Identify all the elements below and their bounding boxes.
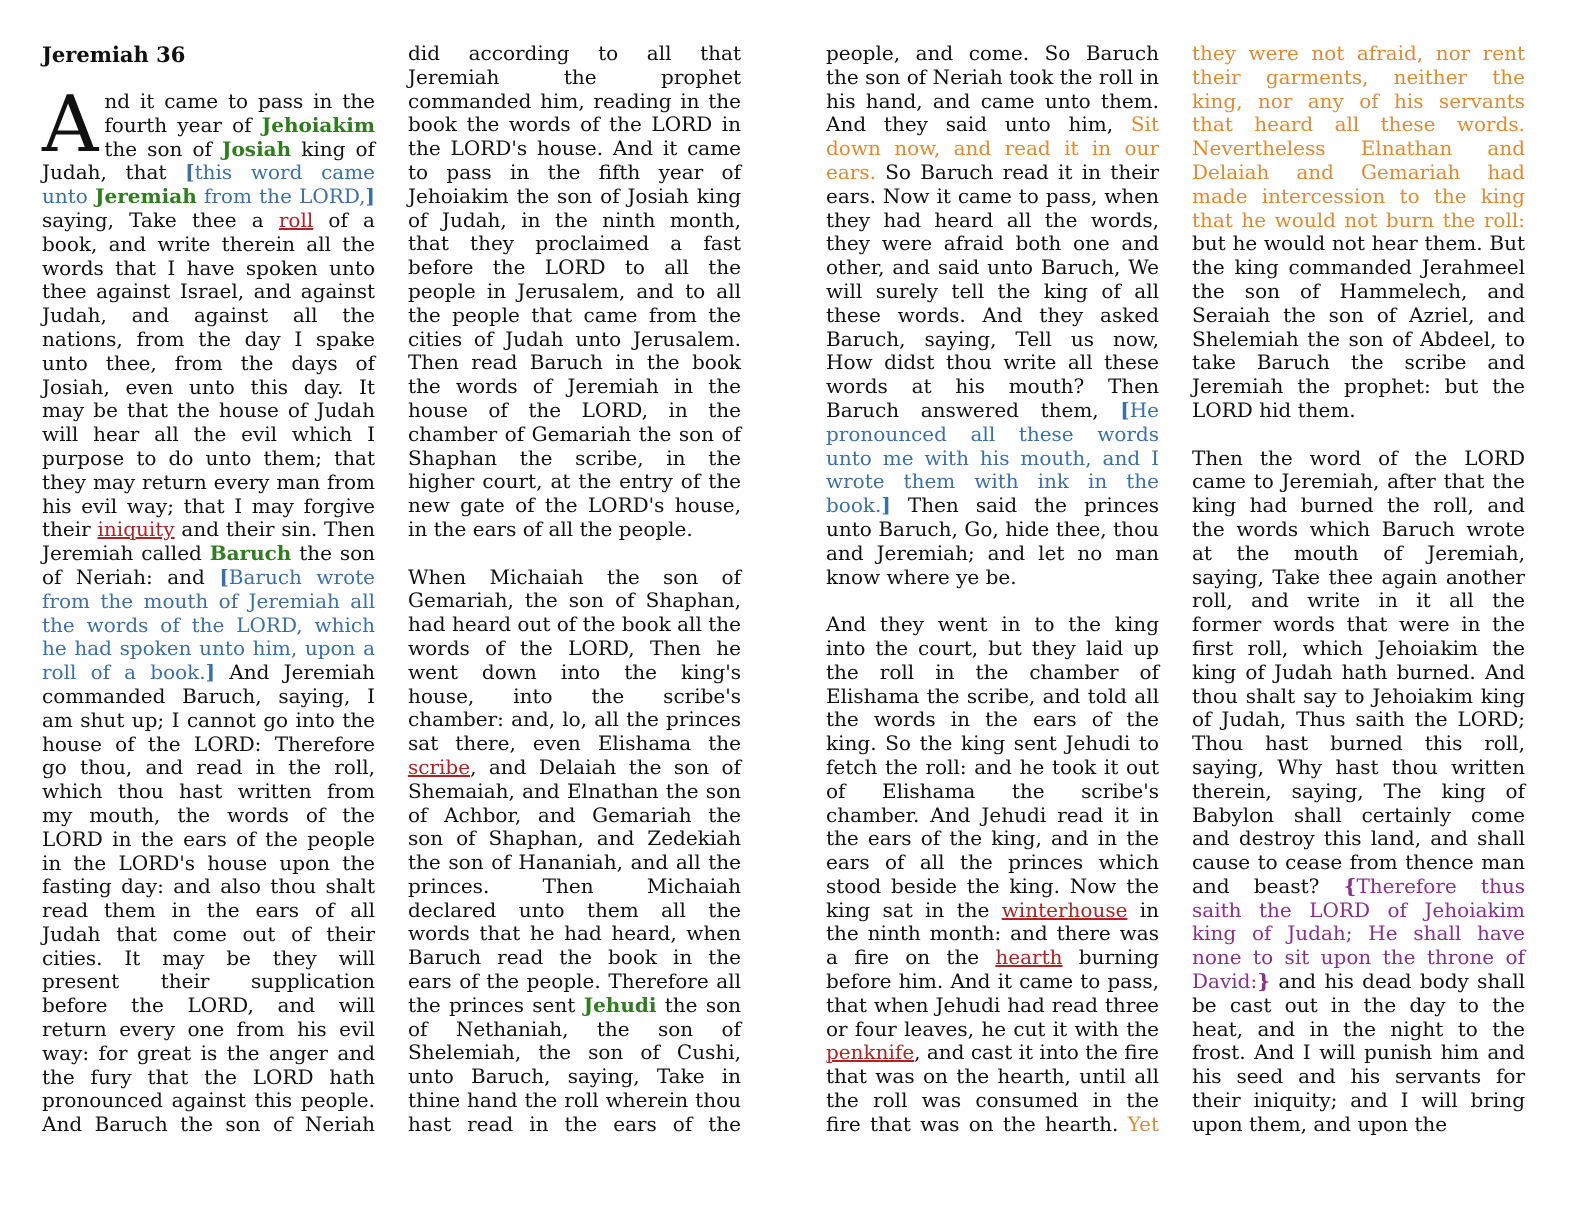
- text-run: the son of Nethaniah, the son of Shelemiah, the son of Cushi, unto Baruch, saying, Take in thine hand the roll wherein thou hast read in the ears of the: [408, 992, 741, 1136]
- prophecy-text: Therefore thus saith the LORD of Jehoiakim king of Judah; He shall have none to sit upon the throne of David:: [1192, 873, 1525, 994]
- keyword-winterhouse-link[interactable]: winterhouse: [1001, 897, 1128, 922]
- prophecy-brace-open: {: [1343, 873, 1357, 898]
- quote-text: He pronounced all these words unto me with his mouth, and I wrote them with ink in the book.: [826, 397, 1159, 518]
- text-column-3: [826, 42, 1159, 1160]
- drop-cap: A: [42, 80, 99, 170]
- text-column-2: [408, 42, 741, 1160]
- text-run: burning before him. And it came to pass, that when Jehudi had read three or four leaves, he cut it with the: [826, 945, 1160, 1041]
- text-column-1: [42, 42, 375, 1161]
- text-run: So Baruch read it in their ears. Now it came to pass, when they had heard all the words, they were afraid both one and other, and said unto Baruch, We will surely tell the king of all these words. And they asked Baruch, saying, Tell us now, How didst thou write all these words at his mouth? Then Baruch answered them,: [826, 159, 1159, 422]
- text-run: , and cast it into the fire that was on the hearth, until all the roll was consumed in the fire that was on the hearth.: [826, 1040, 1159, 1136]
- text-run: in the ninth month: and there was a fire on the: [826, 897, 1160, 970]
- quote-bracket-open: [: [219, 564, 229, 589]
- quote-bracket-open: [: [1120, 397, 1130, 422]
- keyword-scribe-link[interactable]: scribe: [408, 754, 471, 779]
- text-run: saying, Take thee a: [42, 207, 279, 232]
- keyword-penknife-link[interactable]: penknife: [826, 1040, 915, 1065]
- name-jehudi: Jehudi: [583, 992, 657, 1017]
- text-run: king of Judah, that: [42, 136, 375, 185]
- text-run: and his dead body shall be cast out in the day to the heat, and in the night to the frost. And I will punish him and his seed and his servants for their iniquity; and I will bring upon them, and upon the: [1192, 969, 1525, 1136]
- keyword-hearth-link[interactable]: hearth: [995, 945, 1063, 970]
- text-run: And Jeremiah commanded Baruch, saying, I am shut up; I cannot go into the house of the LORD: Therefore go thou, and read in the roll, which thou hast written from my mouth, the words of the LORD in the ears of the people in the LORD's house upon the fasting day: and also thou shalt read them in the ears of all Judah that come out of their cities. It may be they will present their supplication before the LORD, and will return every one from his evil way: for great is the anger and the fury that the LORD hath pronounced against this people. And Baruch the son of Neriah: [42, 660, 375, 1137]
- text-run: And they went in to the king into the court, but they laid up the roll in the chamber of Elishama the scribe, and told all the words in the ears of the king. So the king sent Jehudi to fetch the roll: and he took it out of Elishama the scribe's chamber. And Jehudi read it in the ears of the king, and in the ears of all the princes which stood beside the king. Now the king sat in the: [826, 612, 1159, 922]
- quote-bracket-close: ]: [365, 184, 375, 209]
- paragraph-1: [42, 80, 376, 1137]
- paragraph-1-continued: [408, 42, 741, 542]
- highlight-text: Yet: [1127, 1111, 1159, 1136]
- text-run: and their sin. Then Jeremiah called: [42, 517, 375, 566]
- name-jeremiah: Jeremiah: [95, 184, 197, 209]
- highlight-text: Sit down now, and read it in our ears.: [826, 112, 1159, 184]
- text-column-4: [1192, 42, 1525, 1160]
- quote-text: this word came unto: [42, 160, 375, 209]
- text-run: people, and come. So Baruch the son of Neriah took the roll in his hand, and came unto them. And they said unto him,: [826, 41, 1159, 137]
- chapter-title: Jeremiah 36: [42, 42, 186, 67]
- paragraph-4: [1192, 447, 1525, 1137]
- name-josiah: Josiah: [222, 136, 292, 161]
- quote-bracket-open: [: [185, 160, 195, 185]
- text-run: did according to all that Jeremiah the prophet commanded him, reading in the book the words of the LORD in the LORD's house. And it came to pass in the fifth year of Jehoiakim the son of Josiah king of Judah, in the ninth month, that they proclaimed a fast before the LORD to all the people in Jerusalem, and to all the people that came from the cities of Judah unto Jerusalem. Then read Baruch in the book the words of Jeremiah in the house of the LORD, in the chamber of Gemariah the son of Shaphan the scribe, in the higher court, at the entry of the new gate of the LORD's house, in the ears of all the people.: [408, 41, 741, 541]
- text-run: , and Delaiah the son of Shemaiah, and Elnathan the son of Achbor, and Gemariah the son of Shaphan, and Zedekiah the son of Hananiah, and all the princes. Then Michaiah declared unto them all the words that he had heard, when Baruch read the book in the ears of the people. Therefore all the princes sent: [408, 754, 741, 1017]
- text-run: the son of Neriah: and: [42, 541, 376, 589]
- quote-bracket-close: ]: [205, 660, 216, 685]
- text-run: Then the word of the LORD came to Jeremiah, after that the king had burned the roll, and the words which Baruch wrote at the mouth of Jeremiah, saying, Take thee again another roll, and write in it all the former words that were in the first roll, which Jehoiakim the king of Judah hath burned. And thou shalt say to Jehoiakim king of Judah, Thus saith the LORD; Thou hast burned this roll, saying, Why hast thou written therein, saying, The king of Babylon shall certainly come and destroy this land, and shall cause to cease from thence man and beast?: [1192, 445, 1525, 898]
- paragraph-2: [408, 566, 741, 1137]
- text-run: but he would not hear them. But the king commanded Jerahmeel the son of Hammelech, and Seraiah the son of Azriel, and Shelemiah the son of Abdeel, to take Baruch the scribe and Jeremiah the prophet: but the LORD hid them.: [1192, 231, 1525, 422]
- quote-bracket-close: ]: [881, 493, 891, 518]
- keyword-roll-link[interactable]: roll: [278, 207, 314, 232]
- paragraph-3: [826, 613, 1159, 1137]
- prophecy-brace-close: }: [1257, 969, 1271, 994]
- text-run: the son of: [104, 136, 222, 161]
- keyword-iniquity-link[interactable]: iniquity: [97, 517, 175, 542]
- name-jehoiakim: Jehoiakim: [261, 112, 375, 137]
- quote-text: from the LORD,: [196, 184, 366, 209]
- paragraph-3-continued: [1192, 42, 1525, 423]
- paragraph-2-continued: [826, 42, 1159, 589]
- highlight-text: they were not afraid, nor rent their garments, neither the king, nor any of his servants that heard all these words. Nevertheless Elnathan and Delaiah and Gemariah had made intercession to the king that he would not burn the roll:: [1192, 41, 1525, 232]
- text-run: nd it came to pass in the fourth year of: [104, 89, 375, 137]
- name-baruch: Baruch: [209, 541, 292, 566]
- quote-text: Baruch wrote from the mouth of Jeremiah all the words of the LORD, which he had spoken unto him, upon a roll of a book.: [42, 564, 375, 685]
- text-run: When Michaiah the son of Gemariah, the son of Shaphan, had heard out of the book all the words of the LORD, Then he went down into the king's house, into the scribe's chamber: and, lo, all the princes sat there, even Elishama the: [408, 564, 741, 756]
- text-run: of a book, and write therein all the words that I have spoken unto thee against Israel, and against Judah, and against all the nations, from the day I spake unto thee, from the days of Josiah, even unto this day. It may be that the house of Judah will hear all the evil which I purpose to do unto them; that they may return every man from his evil way; that I may forgive their: [42, 207, 375, 542]
- text-run: Then said the princes unto Baruch, Go, hide thee, thou and Jeremiah; and let no man know where ye be.: [826, 493, 1159, 589]
